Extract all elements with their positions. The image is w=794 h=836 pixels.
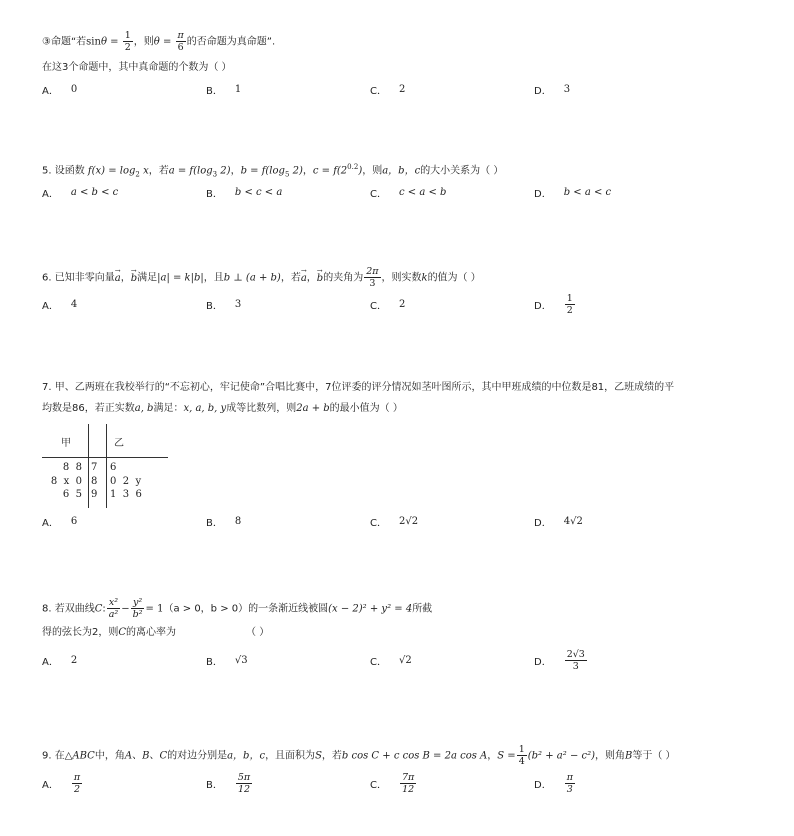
- q6-angle-frac: $\frac{2\pi}{3}$: [366, 266, 379, 289]
- q5-option-a[interactable]: A． a < b < c: [42, 186, 119, 200]
- q3-question-line: 在这3个命题中，其中真命题的个数为（ ）: [42, 62, 232, 73]
- q7-line-1: 7. 甲、乙两班在我校举行的“不忘初心，牢记使命”合唱比赛中，7位评委的评分情况如茎叶图所示，其中甲班成绩的中位数是81，乙班成绩的平: [42, 382, 675, 393]
- q9-options: [42, 766, 762, 800]
- q5-options: [42, 175, 762, 209]
- q5-statement: 5. 设函数 $f(x) = \log_2 x$，若$a = f(\log_3$ 2)，$b = f(\log_5$ 2)，$c = f(2^{0.2})$，则a，b，c的大小关系为（ ）: [42, 163, 504, 179]
- q7-option-b[interactable]: B． 8: [206, 515, 242, 529]
- q9-statement: 9. 在△ABC中，角A、B、C的对边分别是a，b，c，且面积为S，若b cos C + c cos B = 2a cos A，S = $\frac{1}{4}$ (b² + a² − c²)，则角B等于（ ）: [42, 744, 676, 767]
- stem-header-line: [42, 457, 168, 458]
- q8-option-b[interactable]: B． √3: [206, 654, 248, 668]
- stem-row-1-left: 8 8: [62, 462, 82, 473]
- q9-option-c[interactable]: C． $\frac{7\pi}{12}$: [370, 771, 415, 795]
- q9-option-d[interactable]: D． $\frac{\pi}{3}$: [534, 771, 573, 795]
- q6-option-b[interactable]: B． 3: [206, 298, 242, 312]
- q7-option-a[interactable]: A． 6: [42, 515, 78, 529]
- stem-row-2-right: 0 2 y: [110, 476, 142, 487]
- q6-option-d[interactable]: D． $\frac{1}{2}$: [534, 292, 573, 316]
- q3-frac-1-2: $\frac{1}{2}$: [124, 30, 131, 53]
- q6-option-a[interactable]: A． 4: [42, 298, 78, 312]
- q3-frac-pi-6: $\frac{\pi}{6}$: [177, 30, 184, 53]
- q7-line-2: 均数是86，若正实数a, b满足：x, a, b, y成等比数列，则2a + b的最小值为（ ）: [42, 403, 403, 414]
- q8-option-a[interactable]: A． 2: [42, 654, 78, 668]
- stem-head-right: 乙: [114, 438, 124, 449]
- q6-statement: 6. 已知非零向量→ a，→ b满足|a| = k|b|，且b ⊥ (a + b)，若→ a，→ b的夹角为 $\frac{2\pi}{3}$ ，则实数k的值为（ ）: [42, 266, 481, 289]
- q3-options: [42, 72, 762, 106]
- q3-option-c[interactable]: C． 2: [370, 83, 406, 97]
- stem-row-2-left: 8 x 0: [50, 476, 82, 487]
- q8-line-2: 得的弦长为2，则C的离心率为 （ ）: [42, 627, 270, 638]
- q5-option-b[interactable]: B． b < c < a: [206, 186, 283, 200]
- stem-head-left: 甲: [61, 438, 71, 449]
- q3-statement: ③命题“若sinθ = $\frac{1}{2}$ ，则θ = $\frac{\pi}{6}$ 的否命题为真命题”.: [42, 30, 276, 53]
- q8-statement: 8. 若双曲线C: $\frac{\text{x²}}{\text{a²}}$ − $\frac{\text{y²}}{\text{b²}}$ = 1（a > 0，b > 0）的一条渐近线被圆(x − 2)² + y² = 4所截: [42, 597, 433, 620]
- q3-option-d[interactable]: D． 3: [534, 83, 571, 97]
- stem-row-3-left: 6 5: [62, 489, 82, 500]
- q7-option-d[interactable]: D． 4√2: [534, 515, 583, 529]
- stem-row-1-right: 6: [110, 462, 117, 473]
- q8-options: [42, 643, 762, 677]
- q3-option-b[interactable]: B． 1: [206, 83, 242, 97]
- stem-row-3-stem: 9: [91, 489, 98, 500]
- q8-option-d[interactable]: D． $\frac{2√3}{3}$: [534, 648, 585, 672]
- q5-option-c[interactable]: C． c < a < b: [370, 186, 447, 200]
- q8-option-c[interactable]: C． √2: [370, 654, 412, 668]
- q6-option-c[interactable]: C． 2: [370, 298, 406, 312]
- stem-row-2-stem: 8: [91, 476, 98, 487]
- q9-option-a[interactable]: A． $\frac{\pi}{2}$: [42, 771, 81, 795]
- q6-options: [42, 287, 762, 321]
- stem-divider-left: [88, 424, 89, 508]
- stem-row-3-right: 1 3 6: [110, 489, 142, 500]
- q3-option-a[interactable]: A． 0: [42, 83, 78, 97]
- stem-row-1-stem: 7: [91, 462, 98, 473]
- q9-option-b[interactable]: B． $\frac{5\pi}{12}$: [206, 771, 251, 795]
- q7-options: [42, 504, 762, 538]
- q7-option-c[interactable]: C． 2√2: [370, 515, 419, 529]
- q5-option-d[interactable]: D． b < a < c: [534, 186, 612, 200]
- stem-divider-right: [106, 424, 107, 508]
- q7-stem-leaf-plot: [42, 424, 168, 508]
